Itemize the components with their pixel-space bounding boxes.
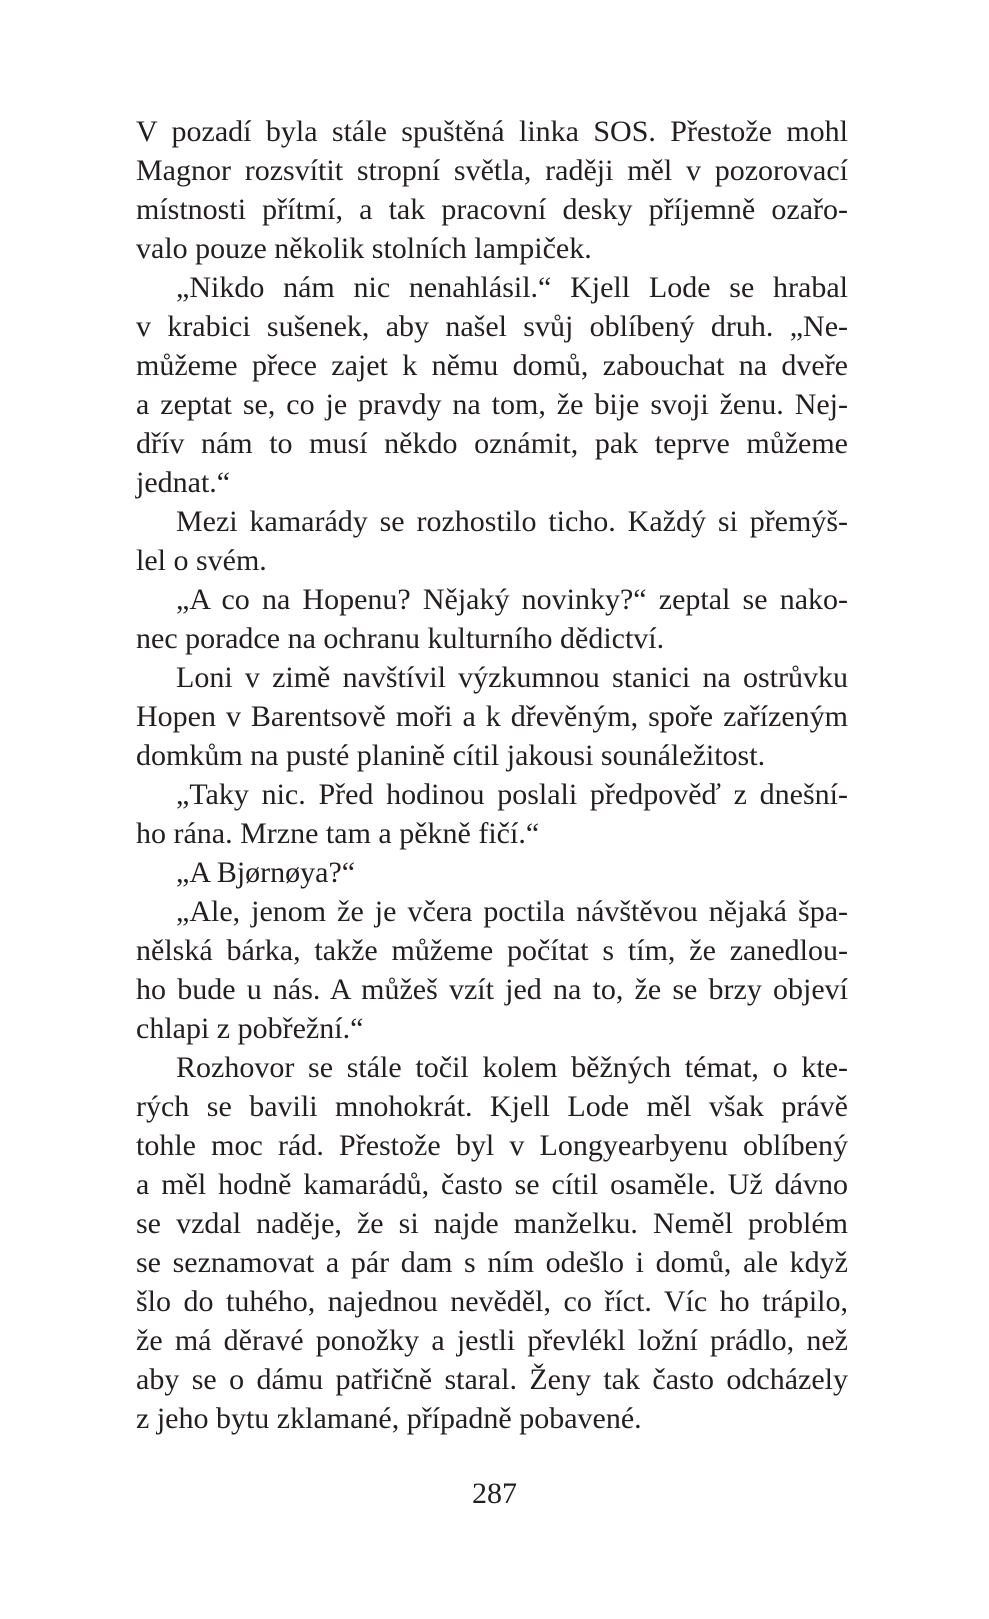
text-line: „Ale, jenom že je včera poctila návštěvou nějaká špa- [176,895,848,928]
text-line: Mezi kamarády se rozhostilo ticho. Každý si přemýš- [176,505,848,538]
text-line: nělská bárka, takže můžeme počítat s tím, že zanedlou- [136,934,848,967]
text-line: „Nikdo nám nic nenahlásil.“ Kjell Lode se hrabal [176,271,848,304]
text-line: že má děravé ponožky a jestli převlékl ložní prádlo, než [136,1324,848,1357]
text-line: Loni v zimě navštívil výzkumnou stanici na ostrůvku [176,661,848,694]
text-line: „A Bjørnøya?“ [176,856,356,889]
text-line: se seznamovat a pár dam s ním odešlo i domů, ale když [136,1246,848,1279]
text-line: jednat.“ [136,466,231,499]
text-line: nec poradce na ochranu kulturního dědictví. [136,622,665,655]
text-line: domkům na pusté planině cítil jakousi sounáležitost. [136,739,766,772]
text-line: se vzdal naděje, že si najde manželku. Neměl problém [136,1207,848,1240]
text-line: a zeptat se, co je pravdy na tom, že bije svoji ženu. Nej- [136,388,848,421]
text-line: aby se o dámu patřičně staral. Ženy tak často odcházely [136,1363,848,1396]
text-line: šlo do tuhého, najednou nevěděl, co říct. Víc ho trápilo, [136,1285,848,1318]
text-line: tohle moc rád. Přestože byl v Longyearbyenu oblíbený [136,1129,848,1162]
text-line: Hopen v Barentsově moři a k dřevěným, spoře zařízeným [136,700,848,733]
text-line: v krabici sušenek, aby našel svůj oblíbený druh. „Ne- [136,310,848,343]
text-line: lel o svém. [136,544,267,577]
text-line: rých se bavili mnohokrát. Kjell Lode měl však právě [136,1090,848,1123]
text-line: místnosti přítmí, a tak pracovní desky příjemně ozařo- [136,193,848,226]
text-line: „A co na Hopenu? Nějaký novinky?“ zeptal se nako- [176,583,848,616]
body-text [136,112,848,1438]
text-line: můžeme přece zajet k němu domů, zabouchat na dveře [136,349,848,382]
page-number: 287 [472,1477,517,1510]
text-line: chlapi z pobřežní.“ [136,1012,364,1045]
text-line: ho bude u nás. A můžeš vzít jed na to, že se brzy objeví [136,973,848,1006]
text-line: z jeho bytu zklamané, případně pobavené. [136,1402,642,1435]
text-line: valo pouze několik stolních lampiček. [136,232,592,265]
text-line: V pozadí byla stále spuštěná linka SOS. Přestože mohl [136,115,848,148]
text-line: „Taky nic. Před hodinou poslali předpověď z dnešní- [176,778,848,811]
text-line: Magnor rozsvítit stropní světla, raději měl v pozorovací [136,154,848,187]
text-line: Rozhovor se stále točil kolem běžných témat, o kte- [176,1051,848,1084]
text-line: ho rána. Mrzne tam a pěkně fičí.“ [136,817,540,850]
text-line: a měl hodně kamarádů, často se cítil osaměle. Už dávno [136,1168,848,1201]
text-line: dřív nám to musí někdo oznámit, pak teprve můžeme [136,427,848,460]
